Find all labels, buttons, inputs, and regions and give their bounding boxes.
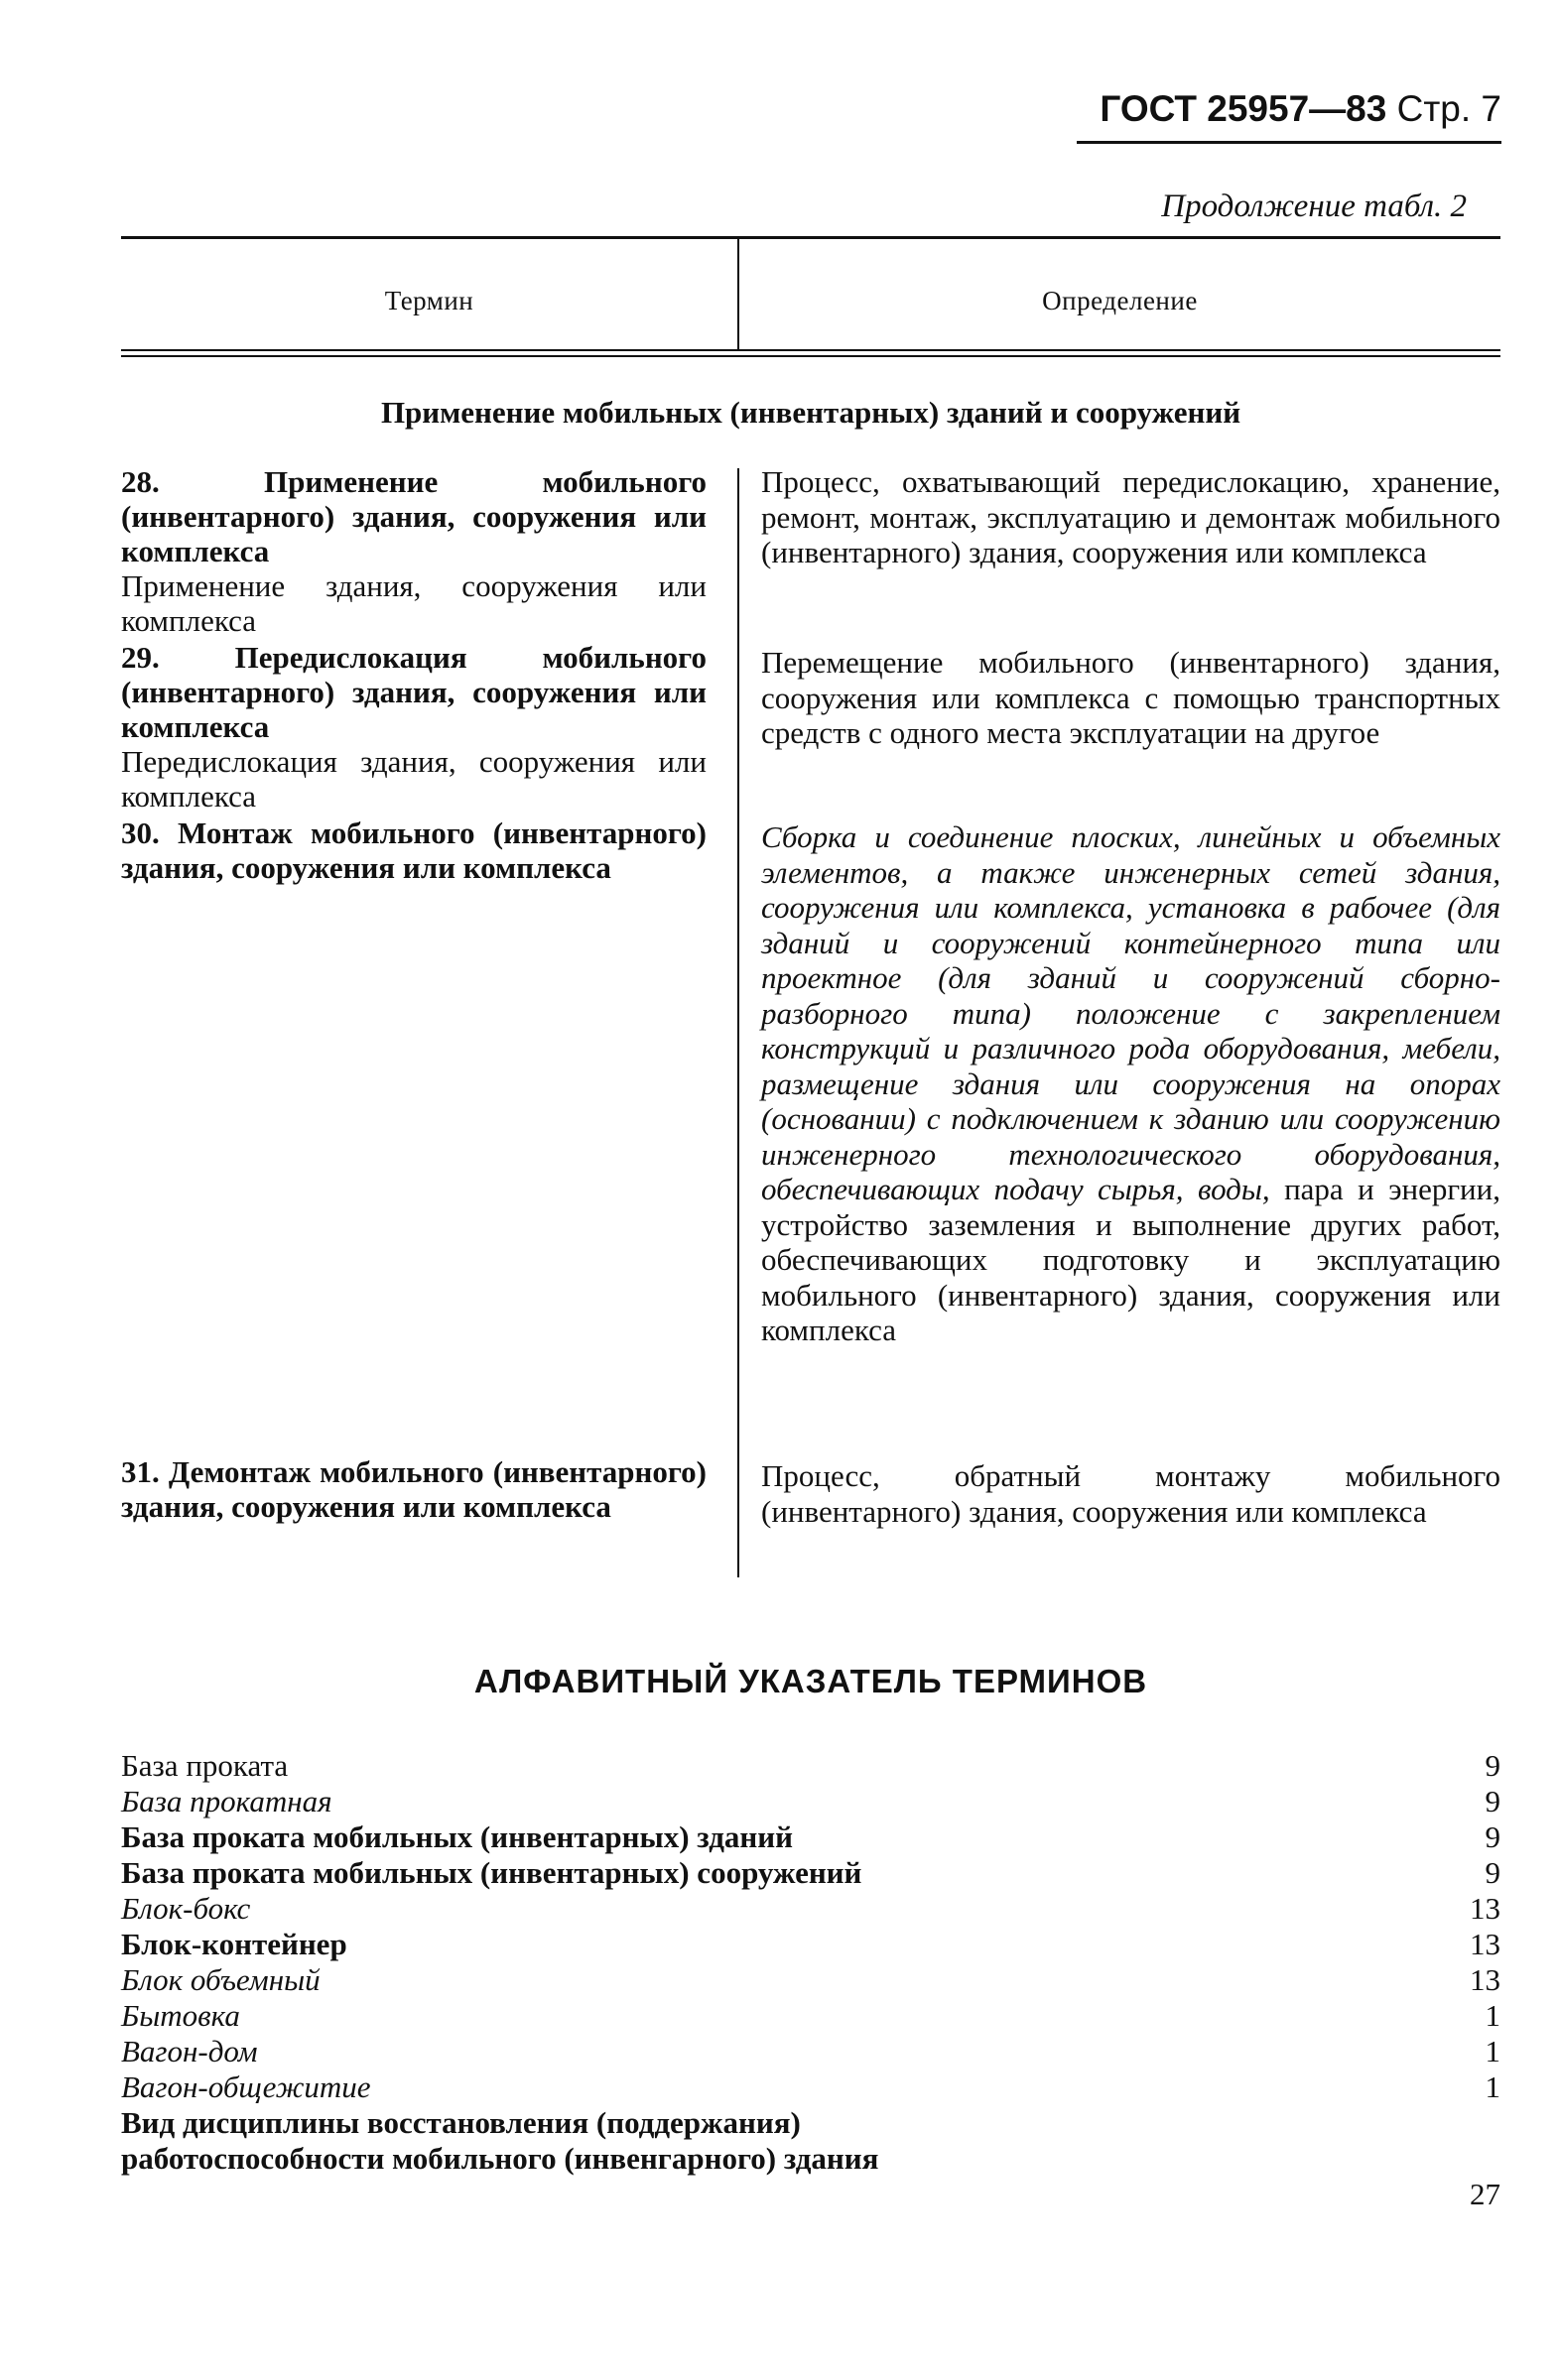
- index-page: 9: [1485, 1784, 1500, 1818]
- index-page: 13: [1470, 1962, 1500, 1997]
- index-page: 1: [1485, 1998, 1500, 2033]
- table-row-term: [121, 464, 707, 638]
- page-header: [1077, 87, 1501, 144]
- table-row-definition: Процесс, обратный монтажу мобильного (инвентарного) здания, сооружения или комплекса: [761, 1458, 1500, 1529]
- section-title: Применение мобильных (инвентарных) зданий и сооружений: [380, 395, 1241, 430]
- index-entry: [121, 1784, 1500, 1819]
- index-page: 13: [1470, 1891, 1500, 1926]
- index-page: 27: [1470, 2177, 1500, 2211]
- table-row-definition: Процесс, охватывающий передислокацию, хранение, ремонт, монтаж, эксплуатацию и демонтаж мобильного (инвентарного) здания, сооружения или комплекса: [761, 464, 1500, 569]
- index-term: Вагон-общежитие: [121, 2069, 371, 2104]
- index-entry: [121, 1891, 1500, 1927]
- index-entry: [121, 1855, 1500, 1891]
- index-term: Блок-контейнер: [121, 1927, 347, 1961]
- index-entry: [121, 2105, 1500, 2212]
- index-page: 1: [1485, 2069, 1500, 2104]
- index-entry: [121, 1927, 1500, 1962]
- table-top-rule: [121, 236, 1500, 239]
- index-term: База проката мобильных (инвентарных) сооружений: [121, 1855, 862, 1890]
- standard-number: ГОСТ 25957—83: [1100, 88, 1387, 129]
- table-continuation-caption: Продолжение табл. 2: [1161, 188, 1467, 224]
- term-title: 31. Демонтаж мобильного (инвентарного) здания, сооружения или комплекса: [121, 1454, 707, 1524]
- table-header-rule-2: [121, 355, 1500, 357]
- index-title: АЛФАВИТНЫЙ УКАЗАТЕЛЬ ТЕРМИНОВ: [473, 1663, 1148, 1699]
- table-row-definition: [761, 819, 1500, 1348]
- definition-text: устройство заземления и выполнение других работ, обеспечивающих подготовку и эксплуатацию мобильного (инвентарного) здания, сооружения или комплекса: [761, 1206, 1500, 1347]
- table-header-rule-1: [121, 349, 1500, 351]
- index-term: База проката мобильных (инвентарных) зданий: [121, 1819, 793, 1854]
- index-term: Вагон-дом: [121, 2034, 258, 2068]
- index-page: 1: [1485, 2034, 1500, 2068]
- column-header-term: Термин: [384, 286, 474, 315]
- table-row-term: [121, 815, 707, 885]
- index-entry: [121, 1998, 1500, 2034]
- index-entry: [121, 1819, 1500, 1855]
- term-title: 28. Применение мобильного (инвентарного) здания, сооружения или комплекса: [121, 464, 707, 568]
- index-page: 9: [1485, 1855, 1500, 1890]
- term-synonym: Передислокация здания, сооружения или комплекса: [121, 744, 707, 814]
- index-entry: [121, 2034, 1500, 2069]
- index-term: Вид дисциплины восстановления (поддержания) работоспособности мобильного (инвенгарного) здания: [121, 2105, 879, 2176]
- index-entry: [121, 1748, 1500, 1784]
- table-row-term: [121, 1454, 707, 1524]
- table-column-divider: [737, 468, 739, 1577]
- term-title: 30. Монтаж мобильного (инвентарного) здания, сооружения или комплекса: [121, 815, 707, 885]
- definition-text: Сборка и соединение плоских, линейных и объемных элементов, а также инженерных сетей здания, сооружения или комплекса, установка в рабочее (для зданий и сооружений контейнерного типа или проектное (для зданий и сооружений сборно-разборного типа) положение с закреплением конструкций и различного рода оборудования, мебели, размещение здания или сооружения на опорах (основании) с подключением к зданию или сооружению инженерного технологического оборудования, обеспечивающих подачу сырья, воды,: [761, 819, 1500, 1206]
- index-term: Блок-бокс: [121, 1891, 251, 1926]
- index-page: 9: [1485, 1748, 1500, 1783]
- term-synonym: Применение здания, сооружения или комплекса: [121, 568, 707, 638]
- index-term: Бытовка: [121, 1998, 240, 2033]
- index-entry: [121, 2069, 1500, 2105]
- index-list: [121, 1748, 1500, 2212]
- index-page: 9: [1485, 1819, 1500, 1854]
- page-number: Стр. 7: [1396, 88, 1501, 129]
- column-header-definition: Определение: [1042, 286, 1198, 315]
- table-row-definition: Перемещение мобильного (инвентарного) здания, сооружения или комплекса с помощью транспортных средств с одного места эксплуатации на другое: [761, 645, 1500, 750]
- index-term: Блок объемный: [121, 1962, 321, 1997]
- index-entry: [121, 1962, 1500, 1998]
- term-title: 29. Передислокация мобильного (инвентарного) здания, сооружения или комплекса: [121, 640, 707, 744]
- index-page: 13: [1470, 1927, 1500, 1961]
- definition-text: пара и энергии,: [1284, 1172, 1500, 1206]
- index-term: База проката: [121, 1748, 289, 1783]
- table-row-term: [121, 640, 707, 814]
- index-term: База прокатная: [121, 1784, 332, 1818]
